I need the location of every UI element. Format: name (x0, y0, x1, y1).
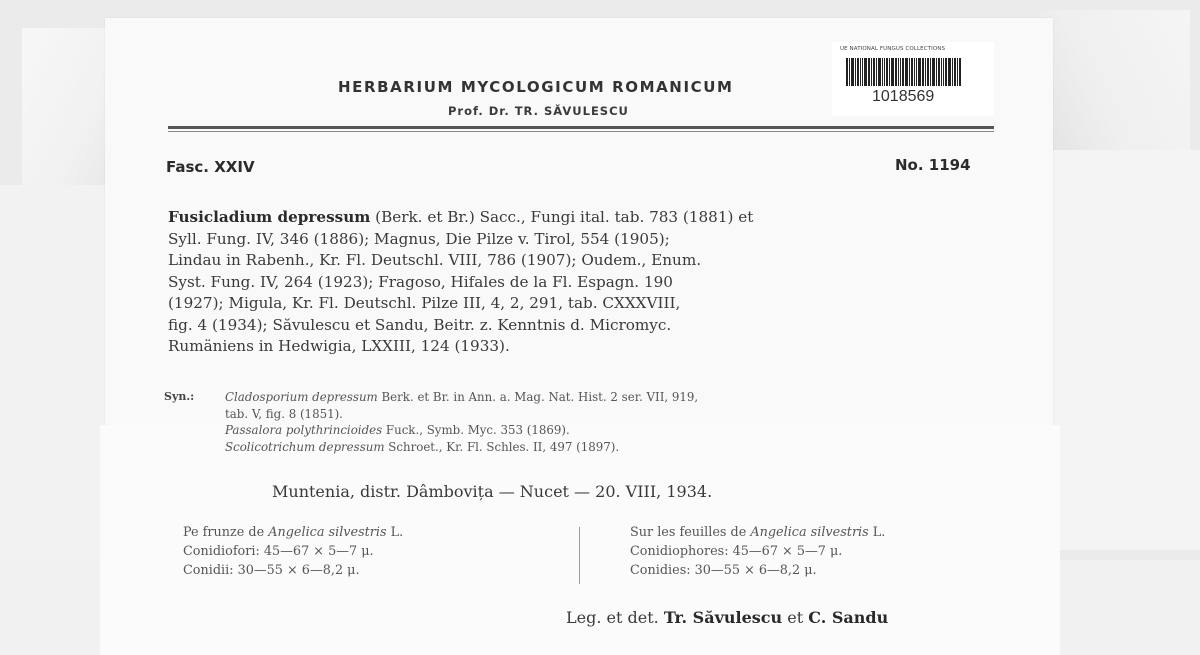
collection-locality: Muntenia, distr. Dâmbovița — Nucet — 20. VIII, 1934. (272, 482, 713, 501)
herbarium-title: HERBARIUM MYCOLOGICUM ROMANICUM (338, 78, 734, 96)
collector-1: Tr. Săvulescu (663, 608, 783, 627)
synonym-2-ref: Fuck., Symb. Myc. 353 (1869). (382, 423, 570, 437)
header-rule (168, 126, 994, 129)
collectors-conj: et (782, 608, 809, 627)
synonym-1-name: Cladosporium depressum (225, 390, 378, 404)
collectors-line (566, 608, 888, 627)
collector-2: C. Sandu (808, 608, 889, 627)
citation-line-6: fig. 4 (1934); Săvulescu et Sandu, Beitr. z. Kenntnis d. Micromyc. (168, 315, 672, 334)
collectors-prefix: Leg. et det. (566, 608, 664, 627)
barcode-number: 1018569 (872, 88, 935, 105)
synonym-3-ref: Schroet., Kr. Fl. Schles. II, 497 (1897). (384, 439, 620, 454)
synonym-2-name: Passalora polythrincioides (225, 423, 383, 437)
column-divider (579, 527, 580, 584)
envelope-left-panel (0, 185, 110, 565)
fr-conidiophores: Conidiophores: 45—67 × 5—7 μ. (630, 544, 843, 559)
exsiccata-number: No. 1194 (895, 156, 971, 174)
header-rule-thin (168, 131, 994, 132)
barcode-institution: UE NATIONAL FUNGUS COLLECTIONS (840, 46, 946, 52)
ro-host-prefix: Pe frunze de (183, 525, 269, 540)
ro-conidia: Conidii: 30—55 × 6—8,2 μ. (183, 563, 360, 578)
citation-line-7: Rumäniens in Hedwigia, LXXIII, 124 (1933). (168, 337, 510, 355)
barcode-icon (846, 58, 982, 86)
fr-host-prefix: Sur les feuilles de (630, 525, 751, 540)
fr-conidia: Conidies: 30—55 × 6—8,2 μ. (630, 563, 817, 578)
citation-line-3: Lindau in Rabenh., Kr. Fl. Deutschl. VIII, 786 (1907); Oudem., Enum. (168, 251, 702, 269)
synonyms-label: Syn.: (164, 390, 195, 403)
citation-line-1: (Berk. et Br.) Sacc., Fungi ital. tab. 783 (1881) et (370, 208, 754, 226)
fr-host-suffix: L. (868, 525, 886, 540)
synonym-1-ref-cont: tab. V, fig. 8 (1851). (225, 406, 343, 421)
citation-line-2: Syll. Fung. IV, 346 (1886); Magnus, Die Pilze v. Tirol, 554 (1905); (168, 229, 670, 248)
citation-line-4: Syst. Fung. IV, 264 (1923); Fragoso, Hifales de la Fl. Espagn. 190 (168, 272, 673, 291)
herbarium-subtitle: Prof. Dr. TR. SĂVULESCU (448, 104, 629, 118)
synonym-3-name: Scolicotrichum depressum (225, 439, 385, 454)
synonyms-list (225, 389, 1005, 455)
french-description (630, 523, 1010, 580)
envelope-flap-right (1040, 10, 1190, 160)
envelope-right-panel (1050, 150, 1200, 550)
romanian-description (183, 523, 563, 580)
ro-conidiophores: Conidiofori: 45—67 × 5—7 μ. (183, 544, 374, 559)
fascicle-number: Fasc. XXIV (166, 158, 255, 176)
ro-host-suffix: L. (386, 525, 404, 540)
species-name: Fusicladium depressum (168, 208, 371, 226)
species-citation (168, 207, 1003, 358)
synonym-1-ref: Berk. et Br. in Ann. a. Mag. Nat. Hist. 2 ser. VII, 919, (377, 390, 699, 404)
ro-host-name: Angelica silvestris (268, 525, 387, 540)
citation-line-5: (1927); Migula, Kr. Fl. Deutschl. Pilze III, 4, 2, 291, tab. CXXXVIII, (168, 294, 681, 312)
fr-host-name: Angelica silvestris (750, 525, 869, 540)
